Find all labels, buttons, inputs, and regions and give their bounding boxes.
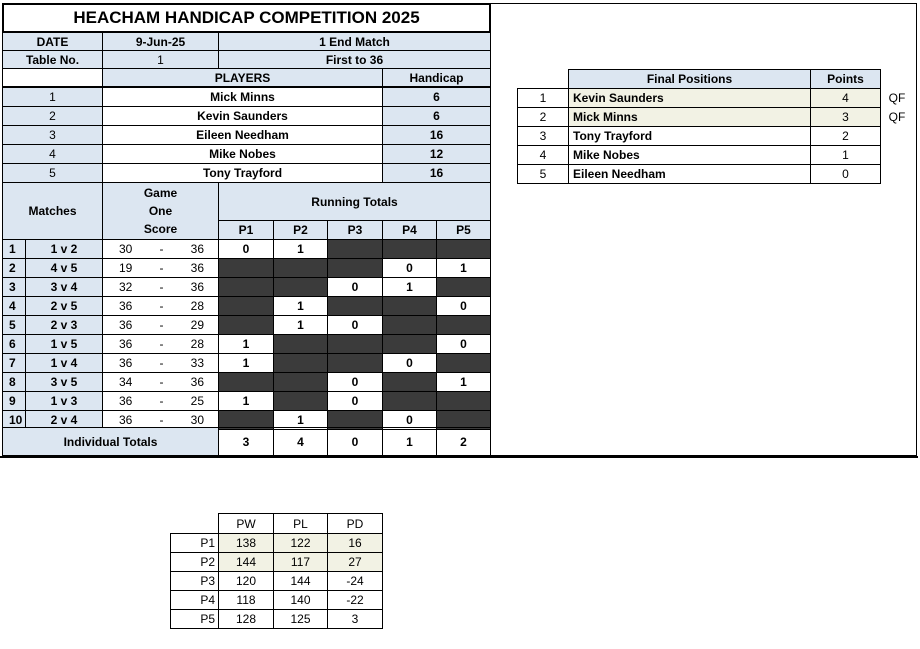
final-position-name: Mike Nobes	[568, 145, 811, 165]
blank-cell	[273, 277, 328, 297]
match-number: 4	[2, 296, 26, 316]
individual-total-cell: 0	[327, 427, 383, 456]
stats-column-header: PD	[327, 513, 383, 534]
blank-cell	[382, 239, 437, 259]
date-value: 9-Jun-25	[102, 32, 219, 51]
final-position-points: 4	[810, 88, 881, 108]
final-positions-header: Final Positions	[568, 69, 811, 89]
blank-cell	[436, 353, 491, 373]
stats-points-lost: 140	[273, 590, 328, 610]
running-total-cell: 0	[382, 353, 437, 373]
match-score	[102, 239, 219, 259]
match-pairing: 1 v 4	[25, 353, 103, 373]
points-header: Points	[810, 69, 881, 89]
final-position-name: Kevin Saunders	[568, 88, 811, 108]
blank-cell	[382, 296, 437, 316]
final-position-name: Eileen Needham	[568, 164, 811, 184]
score-second: 28	[190, 337, 204, 351]
final-position-points: 2	[810, 126, 881, 146]
running-total-cell: 1	[436, 372, 491, 392]
date-label: DATE	[2, 32, 103, 51]
stats-row-label: P5	[170, 609, 219, 629]
player-column-header: P1	[218, 220, 274, 240]
match-number: 9	[2, 391, 26, 411]
game-label: Game	[143, 186, 178, 200]
player-name: Mike Nobes	[102, 144, 383, 164]
stats-points-lost: 122	[273, 533, 328, 553]
blank-cell	[382, 372, 437, 392]
match-number: 6	[2, 334, 26, 354]
stats-row-label: P4	[170, 590, 219, 610]
one-label: One	[148, 204, 173, 218]
blank-cell	[273, 391, 328, 411]
match-number: 2	[2, 258, 26, 278]
qualification-note: QF	[888, 110, 906, 124]
blank-cell	[273, 353, 328, 373]
player-name: Mick Minns	[102, 87, 383, 107]
individual-total-cell: 1	[382, 427, 437, 456]
match-score	[102, 258, 219, 278]
match-score	[102, 391, 219, 411]
match-pairing: 3 v 5	[25, 372, 103, 392]
score-first: 36	[119, 318, 133, 332]
match-pairing: 3 v 4	[25, 277, 103, 297]
player-name: Eileen Needham	[102, 125, 383, 145]
match-type: 1 End Match	[218, 32, 491, 51]
final-position-number: 2	[517, 107, 569, 127]
score-first: 36	[119, 299, 133, 313]
player-handicap: 6	[382, 106, 491, 126]
final-position-points: 1	[810, 145, 881, 165]
stats-points-diff: 3	[327, 609, 383, 629]
score-dash: -	[159, 242, 164, 256]
players-header: PLAYERS	[102, 68, 383, 87]
blank-cell	[436, 315, 491, 335]
blank-cell	[436, 391, 491, 411]
blank-cell	[218, 315, 274, 335]
blank-cell	[436, 277, 491, 297]
table-value: 1	[102, 50, 219, 69]
stats-row-label: P2	[170, 552, 219, 572]
running-total-cell: 1	[273, 410, 328, 430]
running-total-cell: 1	[273, 315, 328, 335]
score-first: 36	[119, 356, 133, 370]
score-dash: -	[159, 356, 164, 370]
match-pairing: 2 v 5	[25, 296, 103, 316]
player-number: 1	[2, 87, 103, 107]
stats-row-label: P3	[170, 571, 219, 591]
blank-cell	[327, 258, 383, 278]
final-position-number: 4	[517, 145, 569, 165]
page-title: HEACHAM HANDICAP COMPETITION 2025	[2, 3, 491, 33]
blank-cell	[218, 372, 274, 392]
blank-cell	[273, 334, 328, 354]
match-number: 8	[2, 372, 26, 392]
score-second: 36	[190, 242, 204, 256]
player-number: 3	[2, 125, 103, 145]
players-corner	[2, 68, 103, 87]
score-first: 19	[119, 261, 133, 275]
individual-total-cell: 3	[218, 427, 274, 456]
final-position-number: 3	[517, 126, 569, 146]
stats-points-won: 138	[218, 533, 274, 553]
score-second: 36	[190, 261, 204, 275]
score-first: 30	[119, 242, 133, 256]
final-position-points: 3	[810, 107, 881, 127]
player-number: 2	[2, 106, 103, 126]
score-dash: -	[159, 280, 164, 294]
running-total-cell: 0	[327, 391, 383, 411]
running-total-cell: 0	[382, 410, 437, 430]
blank-cell	[273, 372, 328, 392]
score-dash: -	[159, 318, 164, 332]
final-position-name: Tony Trayford	[568, 126, 811, 146]
match-pairing: 4 v 5	[25, 258, 103, 278]
stats-points-won: 128	[218, 609, 274, 629]
score-dash: -	[159, 261, 164, 275]
matches-header: Matches	[2, 182, 103, 240]
final-position-number: 1	[517, 88, 569, 108]
match-number: 7	[2, 353, 26, 373]
match-score	[102, 296, 219, 316]
score-dash: -	[159, 413, 164, 427]
player-column-header: P2	[273, 220, 328, 240]
stats-row-label: P1	[170, 533, 219, 553]
blank-cell	[218, 277, 274, 297]
running-total-cell: 1	[382, 277, 437, 297]
stats-points-won: 144	[218, 552, 274, 572]
running-total-cell: 0	[327, 277, 383, 297]
blank-cell	[382, 391, 437, 411]
match-score	[102, 334, 219, 354]
stats-points-lost: 144	[273, 571, 328, 591]
score-first: 34	[119, 375, 133, 389]
match-pairing: 2 v 3	[25, 315, 103, 335]
player-name: Tony Trayford	[102, 163, 383, 183]
score-second: 25	[190, 394, 204, 408]
score-second: 28	[190, 299, 204, 313]
score-dash: -	[159, 299, 164, 313]
final-position-name: Mick Minns	[568, 107, 811, 127]
stats-column-header: PL	[273, 513, 328, 534]
score-dash: -	[159, 394, 164, 408]
final-position-number: 5	[517, 164, 569, 184]
running-totals-header: Running Totals	[218, 182, 491, 221]
player-handicap: 12	[382, 144, 491, 164]
running-total-cell: 0	[436, 334, 491, 354]
match-pairing: 1 v 3	[25, 391, 103, 411]
running-total-cell: 0	[436, 296, 491, 316]
running-total-cell: 1	[218, 391, 274, 411]
score-first: 36	[119, 413, 133, 427]
blank-cell	[327, 239, 383, 259]
qualification-note: QF	[888, 91, 906, 105]
player-column-header: P3	[327, 220, 383, 240]
table-label: Table No.	[2, 50, 103, 69]
score-first: 36	[119, 394, 133, 408]
blank-cell	[218, 258, 274, 278]
score-second: 29	[190, 318, 204, 332]
blank-cell	[273, 258, 328, 278]
player-name: Kevin Saunders	[102, 106, 383, 126]
score-dash: -	[159, 375, 164, 389]
score-dash: -	[159, 337, 164, 351]
blank-cell	[327, 353, 383, 373]
handicap-header: Handicap	[382, 68, 491, 87]
stats-points-diff: -24	[327, 571, 383, 591]
player-handicap: 16	[382, 125, 491, 145]
player-column-header: P5	[436, 220, 491, 240]
individual-total-cell: 4	[273, 427, 328, 456]
blank-cell	[382, 315, 437, 335]
stats-column-header: PW	[218, 513, 274, 534]
stats-points-won: 118	[218, 590, 274, 610]
match-pairing: 2 v 4	[25, 410, 103, 430]
bottom-rule	[0, 456, 918, 458]
blank-cell	[436, 239, 491, 259]
match-score	[102, 315, 219, 335]
running-total-cell: 1	[218, 353, 274, 373]
match-number: 3	[2, 277, 26, 297]
blank-cell	[218, 296, 274, 316]
player-number: 4	[2, 144, 103, 164]
target-score: First to 36	[218, 50, 491, 69]
match-number: 10	[2, 410, 26, 430]
score-first: 32	[119, 280, 133, 294]
individual-total-cell: 2	[436, 427, 491, 456]
match-score	[102, 353, 219, 373]
match-pairing: 1 v 5	[25, 334, 103, 354]
running-total-cell: 0	[218, 239, 274, 259]
running-total-cell: 0	[327, 372, 383, 392]
blank-cell	[382, 334, 437, 354]
blank-cell	[327, 296, 383, 316]
player-handicap: 16	[382, 163, 491, 183]
stats-points-diff: 27	[327, 552, 383, 572]
match-score	[102, 277, 219, 297]
match-number: 5	[2, 315, 26, 335]
running-total-cell: 0	[327, 315, 383, 335]
running-total-cell: 1	[218, 334, 274, 354]
player-handicap: 6	[382, 87, 491, 107]
stats-points-diff: -22	[327, 590, 383, 610]
running-total-cell: 1	[436, 258, 491, 278]
player-column-header: P4	[382, 220, 437, 240]
final-position-points: 0	[810, 164, 881, 184]
stats-points-lost: 117	[273, 552, 328, 572]
stats-points-lost: 125	[273, 609, 328, 629]
blank-cell	[327, 334, 383, 354]
score-first: 36	[119, 337, 133, 351]
running-total-cell: 0	[382, 258, 437, 278]
stats-corner	[170, 513, 219, 534]
score-second: 30	[190, 413, 204, 427]
match-number: 1	[2, 239, 26, 259]
score-second: 36	[190, 375, 204, 389]
match-pairing: 1 v 2	[25, 239, 103, 259]
match-score	[102, 372, 219, 392]
stats-points-won: 120	[218, 571, 274, 591]
score-label: Score	[143, 222, 178, 236]
stats-points-diff: 16	[327, 533, 383, 553]
game-score-header	[102, 182, 219, 240]
score-second: 33	[190, 356, 204, 370]
running-total-cell: 1	[273, 239, 328, 259]
player-number: 5	[2, 163, 103, 183]
running-total-cell: 1	[273, 296, 328, 316]
individual-totals-label: Individual Totals	[2, 427, 219, 456]
score-second: 36	[190, 280, 204, 294]
